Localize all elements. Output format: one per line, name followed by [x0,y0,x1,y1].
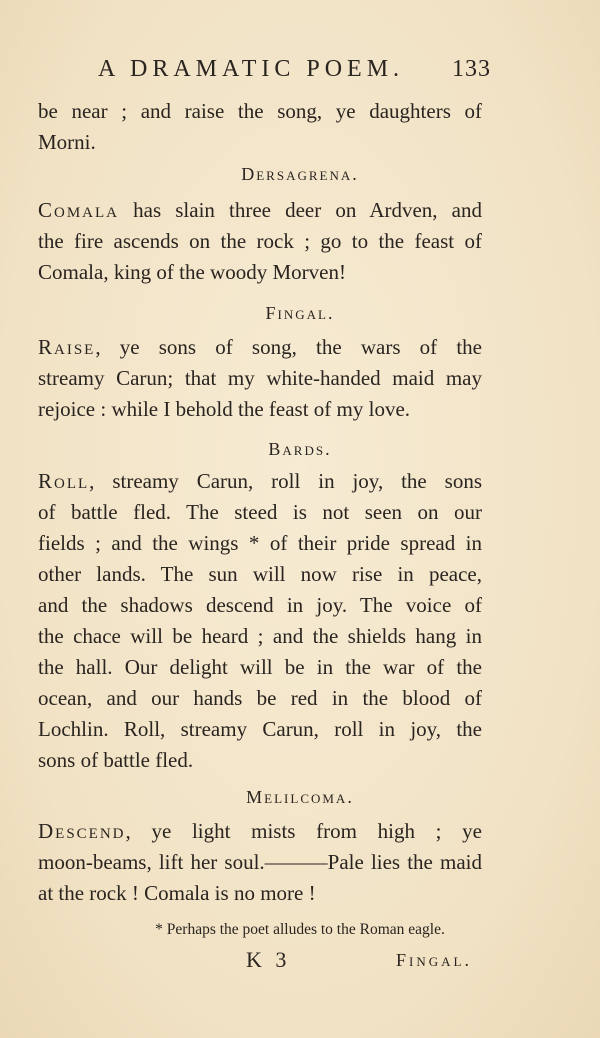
catchword: Fingal. [396,950,472,970]
text-line: rejoice : while I behold the feast of my love. [38,397,411,421]
lead-word: Comala [38,198,120,222]
speaker-heading: Dersagrena. [241,164,359,184]
line-text: has slain three deer on Ardven, and [119,198,482,222]
speaker-heading: Bards. [268,439,332,459]
footnote: * Perhaps the poet alludes to the Roman eagle. [155,921,445,938]
text-line: Comala, king of the woody Morven! [38,260,346,284]
text-line [38,332,482,362]
text-line: Morni. [38,130,96,154]
text-line: fields ; and the wings * of their pride spread in [38,531,482,555]
line-text: , ye sons of song, the wars of the [95,335,482,359]
running-title: A DRAMATIC POEM. [98,56,405,82]
text-line: sons of battle fled. [38,748,194,772]
text-line: the hall. Our delight will be in the war of the [38,655,482,679]
text-line [38,466,482,496]
text-line: be near ; and raise the song, ye daughters of [38,99,482,123]
text-line: moon-beams, lift her soul.———Pale lies the maid [38,850,482,874]
signature-mark: K 3 [246,947,291,972]
line-text: , ye light mists from high ; ye [125,819,482,843]
text-line: the fire ascends on the rock ; go to the feast of [38,229,482,253]
speaker-heading: Fingal. [265,303,335,323]
lead-word: Roll [38,469,90,493]
text-line [38,195,482,225]
lead-word: Raise [38,335,96,359]
page-number: 133 [452,56,491,82]
text-line: at the rock ! Comala is no more ! [38,881,316,905]
text-line: the chace will be heard ; and the shields hang in [38,624,482,648]
text-line: of battle fled. The steed is not seen on our [38,500,482,524]
page-header [0,56,600,90]
lead-word: Descend [38,819,126,843]
text-line: other lands. The sun will now rise in peace, [38,562,482,586]
text-line: and the shadows descend in joy. The voice of [38,593,482,617]
text-line [38,816,482,846]
line-text: , streamy Carun, roll in joy, the sons [89,469,482,493]
text-line: ocean, and our hands be red in the blood of [38,686,482,710]
text-line: Lochlin. Roll, streamy Carun, roll in joy, the [38,717,482,741]
text-line: streamy Carun; that my white-handed maid may [38,366,482,390]
speaker-heading: Melilcoma. [246,787,354,807]
